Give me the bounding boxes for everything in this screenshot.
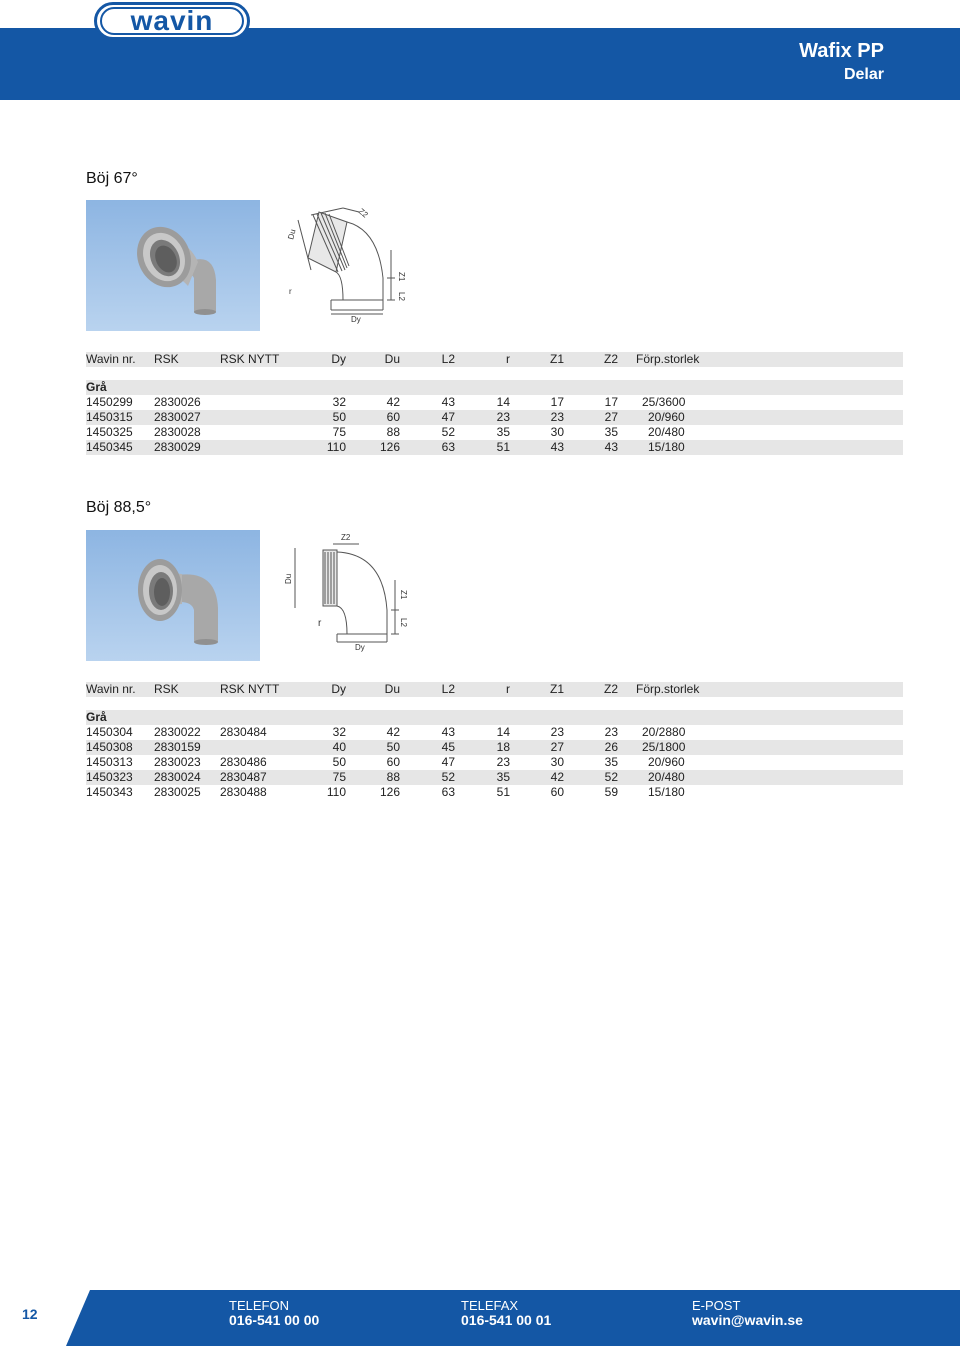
svg-text:L2: L2 — [397, 292, 406, 301]
table-row: 1450345 2830029 110 126 63 51 43 43 15/180 — [86, 440, 903, 455]
table-row: 1450323 2830024 2830487 75 88 52 35 42 52 20/480 — [86, 770, 903, 785]
section-title-boj-67: Böj 67° — [86, 170, 138, 187]
product-title: Wafix PP — [799, 40, 884, 62]
table-row: 1450308 2830159 40 50 45 18 27 26 25/1800 — [86, 740, 903, 755]
dimension-diagram-boj-67 — [283, 200, 413, 328]
table-row: 1450343 2830025 2830488 110 126 63 51 60 59 15/180 — [86, 785, 685, 799]
svg-text:Z1: Z1 — [397, 272, 406, 282]
svg-text:Dy: Dy — [351, 315, 361, 324]
email-label: E-POST — [692, 1298, 741, 1313]
spec-table-boj-88-5 — [86, 682, 903, 800]
svg-text:r: r — [318, 618, 322, 629]
email-link[interactable]: wavin@wavin.se — [692, 1312, 803, 1328]
svg-text:L2: L2 — [399, 618, 408, 627]
group-label: Grå — [86, 380, 903, 395]
phone-value: 016-541 00 00 — [229, 1312, 320, 1328]
section-title-boj-88-5: Böj 88,5° — [86, 499, 152, 516]
table-header: Wavin nr. RSK RSK NYTT Dy Du L2 r Z1 Z2 Förp.storlek — [86, 682, 903, 697]
table-header: Wavin nr. RSK RSK NYTT Dy Du L2 r Z1 Z2 Förp.storlek — [86, 352, 903, 367]
product-subtitle: Delar — [843, 66, 884, 83]
group-label: Grå — [86, 710, 903, 725]
table-row: 1450304 2830022 2830484 32 42 43 14 23 23 20/2880 — [86, 725, 686, 739]
svg-text:Z2: Z2 — [356, 206, 370, 220]
spec-table-boj-67 — [86, 352, 903, 455]
footer — [0, 1290, 960, 1346]
phone-label: TELEFON — [229, 1298, 289, 1313]
table-row: 1450313 2830023 2830486 50 60 47 23 30 35 20/960 — [86, 755, 685, 769]
product-photo-boj-67 — [86, 200, 260, 331]
table-row: 1450325 2830028 75 88 52 35 30 35 20/480 — [86, 425, 685, 439]
svg-text:Z1: Z1 — [399, 590, 408, 600]
product-photo-boj-88-5 — [86, 530, 260, 661]
svg-text:Dy: Dy — [355, 643, 365, 652]
dimension-diagram-boj-88-5 — [283, 530, 413, 658]
svg-text:Du: Du — [286, 228, 298, 241]
svg-text:Du: Du — [284, 573, 293, 584]
wavin-logo — [94, 2, 250, 40]
table-row: 1450299 2830026 32 42 43 14 17 17 25/3600 — [86, 395, 686, 409]
svg-text:Z2: Z2 — [341, 533, 351, 542]
fax-value: 016-541 00 01 — [461, 1312, 552, 1328]
fax-label: TELEFAX — [461, 1298, 519, 1313]
svg-text:r: r — [289, 287, 292, 296]
page-number: 12 — [22, 1306, 38, 1322]
logo-text: wavin — [100, 7, 244, 35]
table-row: 1450315 2830027 50 60 47 23 23 27 20/960 — [86, 410, 903, 425]
